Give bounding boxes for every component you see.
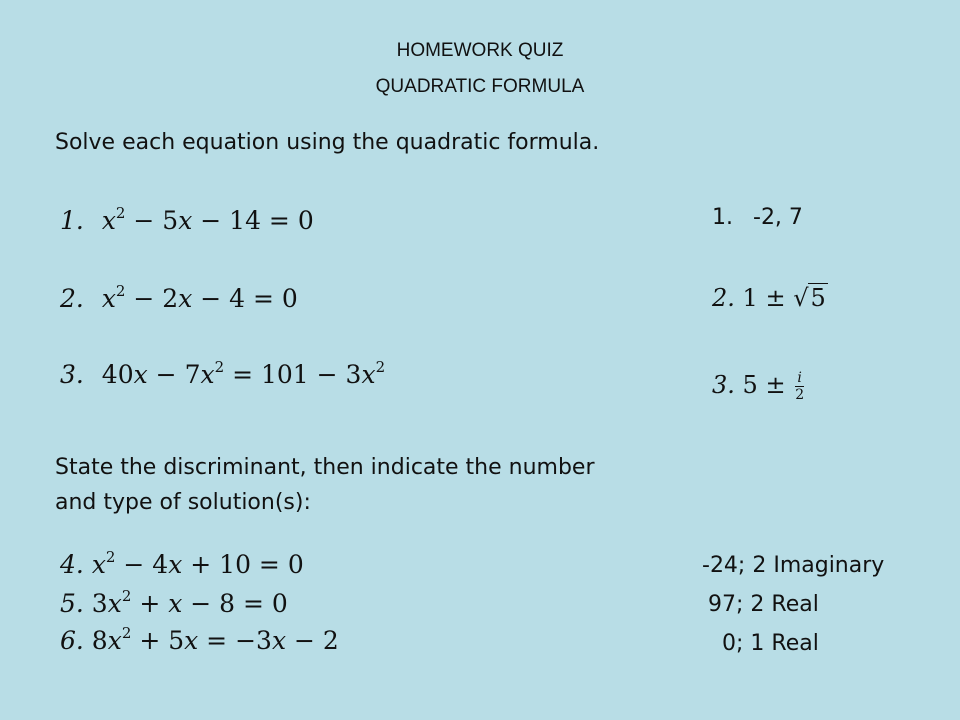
answer-1 [712,205,803,230]
answer-5: 97; 2 Real [708,592,819,617]
problem-5: 5. $3x^2 + x - 8 = 0$ [60,586,288,618]
problem-number: 5. [60,589,84,618]
problem-number: 2. [60,284,84,313]
answer-6: 0; 1 Real [722,631,819,656]
answer-value: -2, 7 [753,205,803,230]
problem-4: 4. $x^2 - 4x + 10 = 0$ [60,547,304,579]
sqrt-radicand: 5 [810,284,826,312]
problem-number: 6. [60,626,84,655]
section2-instruction-line2: and type of solution(s): [55,490,311,515]
answer-prefix: 1 ± [742,284,794,312]
problem-3: 3. $40x - 7x^2 = 101 - 3x^2$ [60,357,386,389]
problem-6: 6. $8x^2 + 5x = -3x - 2$ [60,623,339,655]
section2-instruction-line1: State the discriminant, then indicate the number [55,455,595,480]
sqrt-symbol: √5 [793,284,826,312]
answer-4: -24; 2 Imaginary [702,553,885,578]
fraction-numerator: i [797,370,802,386]
fraction-denominator: 2 [795,387,805,404]
problem-number: 4. [60,550,84,579]
answer-number: 2. [712,284,735,312]
section1-instruction: Solve each equation using the quadratic formula. [55,130,600,155]
fraction [793,370,806,403]
answer-2 [712,284,828,312]
problem-1: 1. $x^2 - 5x - 14 = 0$ [60,203,314,235]
problem-number: 3. [60,360,84,389]
answer-3 [712,370,806,403]
answer-number: 3. [712,371,735,400]
answer-number: 1. [712,205,733,230]
quiz-title: HOMEWORK QUIZ [396,40,564,61]
quiz-subtitle: QUADRATIC FORMULA [375,76,585,97]
problem-number: 1. [60,206,84,235]
answer-prefix: 5 ± [742,371,794,400]
problem-2: 2. $x^2 - 2x - 4 = 0$ [60,281,298,313]
